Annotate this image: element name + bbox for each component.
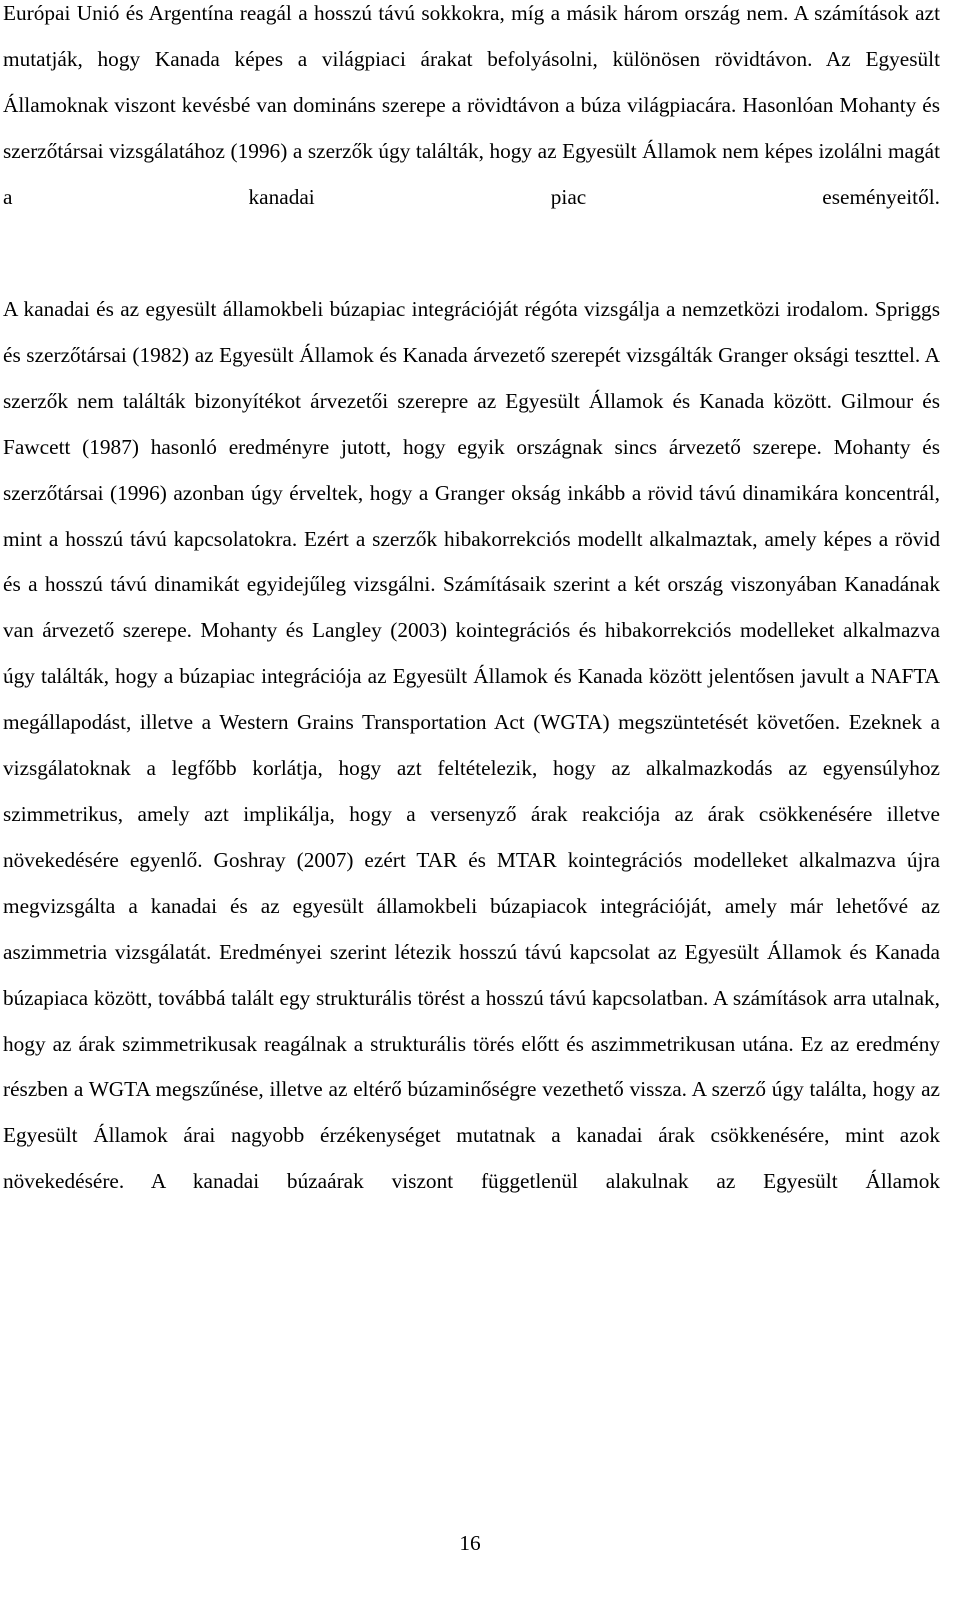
paragraph-2: A kanadai és az egyesült államokbeli búzapiac integrációját régóta vizsgálja a nemzetközi irodalom. Spriggs és szerzőtársai (1982) az Egyesült Államok és Kanada árvezető szerepét vizsgálták Granger oksági teszttel. A szerzők nem találták bizonyítékot árvezetői szerepre az Egyesült Államok és Kanada között. Gilmour és Fawcett (1987) hasonló eredményre jutott, hogy egyik országnak sincs árvezető szerepe. Mohanty és szerzőtársai (1996) azonban úgy érveltek, hogy a Granger okság inkább a rövid távú dinamikára koncentrál, mint a hosszú távú kapcsolatokra. Ezért a szerzők hibakorrekciós modellt alkalmaztak, amely képes a rövid és a hosszú távú dinamikát egyidejűleg vizsgálni. Számításaik szerint a két ország viszonyában Kanadának van árvezető szerepe. Mohanty és Langley (2003) kointegrációs és hibakorrekciós modelleket alkalmazva úgy találták, hogy a búzapiac integrációja az Egyesült Államok és Kanada között jelentősen javult a NAFTA megállapodást, illetve a Western Grains Transportation Act (WGTA) megszüntetését követően. Ezeknek a vizsgálatoknak a legfőbb korlátja, hogy azt feltételezik, hogy az alkalmazkodás az egyensúlyhoz szimmetrikus, amely azt implikálja, hogy a versenyző árak reakciója az árak csökkenésére illetve növekedésére egyenlő. Goshray (2007) ezért TAR és MTAR kointegrációs modelleket alkalmazva újra megvizsgálta a kanadai és az egyesült államokbeli búzapiacok integrációját, amely már lehetővé az aszimmetria vizsgálatát. Eredményei szerint létezik hosszú távú kapcsolat az Egyesült Államok és Kanada búzapiaca között, továbbá talált egy strukturális törést a hosszú távú kapcsolatban. A számítások arra utalnak, hogy az árak szimmetrikusak reagálnak a strukturális törés előtt és aszimmetrikusan utána. Ez az eredmény részben a WGTA megszűnése, illetve az eltérő búzaminőségre vezethető vissza. A szerző úgy találta, hogy az Egyesült Államok árai nagyobb érzékenységet mutatnak a kanadai árak csökkenésére, mint azok növekedésére. A kanadai búzaárak viszont függetlenül alakulnak az Egyesült Államok <box>3 297 940 1194</box>
paragraph-1: Európai Unió és Argentína reagál a hosszú távú sokkokra, míg a másik három ország nem. A számítások azt mutatják, hogy Kanada képes a világpiaci árakat befolyásolni, különösen rövidtávon. Az Egyesült Államoknak viszont kevésbé van domináns szerepe a rövidtávon a búza világpiacára. Hasonlóan Mohanty és szerzőtársai vizsgálatához (1996) a szerzők úgy találták, hogy az Egyesült Államok nem képes izolálni magát a kanadai piac eseményeitől. <box>3 1 940 209</box>
page-number: 16 <box>459 1531 481 1555</box>
